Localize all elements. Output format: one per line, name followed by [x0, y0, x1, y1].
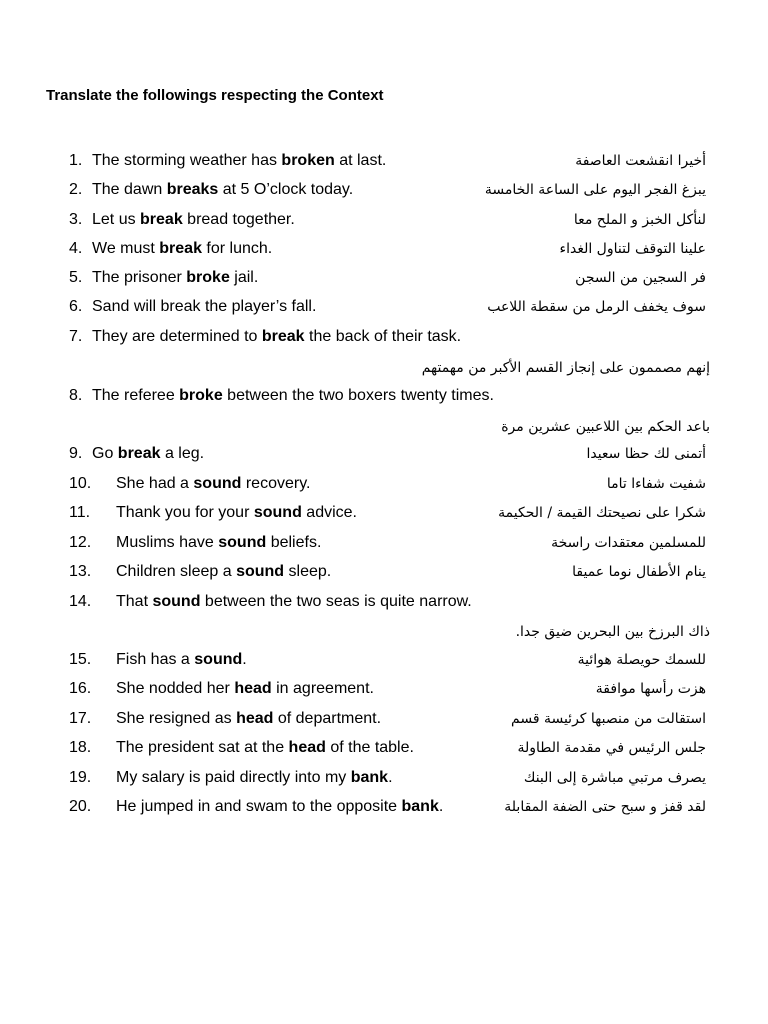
- item-number: 7.: [69, 328, 83, 345]
- item-number: 15.: [69, 651, 92, 668]
- item-number: 19.: [69, 769, 92, 786]
- key-word: break: [140, 211, 183, 228]
- key-word: sound: [193, 475, 242, 492]
- list-item: [0, 441, 768, 467]
- item-number: 5.: [69, 269, 83, 286]
- item-number: 4.: [69, 240, 83, 257]
- sentence-start: They are determined to: [92, 328, 262, 345]
- arabic-translation: إنهم مصممون على إنجاز القسم الأكبر من مهمتهم: [421, 360, 710, 376]
- arabic-translation: هزت رأسها موافقة: [595, 681, 706, 697]
- key-word: sound: [253, 504, 302, 521]
- arabic-translation: علينا التوقف لتناول الغداء: [559, 241, 706, 257]
- item-number: 8.: [69, 387, 83, 404]
- key-word: sound: [194, 651, 243, 668]
- english-sentence: [116, 765, 393, 791]
- english-sentence: [116, 471, 310, 497]
- list-item: [0, 265, 768, 291]
- item-number: 1.: [69, 152, 83, 169]
- list-item: [0, 148, 768, 174]
- list-item: [0, 324, 768, 350]
- sentence-start: The dawn: [92, 181, 167, 198]
- sentence-start: We must: [92, 240, 160, 257]
- item-number: 6.: [69, 298, 83, 315]
- sentence-end: a leg.: [160, 445, 205, 462]
- item-number: 20.: [69, 798, 92, 815]
- sentence-end: of the table.: [325, 739, 414, 756]
- item-number: 9.: [69, 445, 83, 462]
- sentence-start: Fish has a: [116, 651, 195, 668]
- sentence-end: jail.: [229, 269, 259, 286]
- sentence-start: Muslims have: [116, 534, 219, 551]
- key-word: broke: [186, 269, 230, 286]
- item-number: 3.: [69, 211, 83, 228]
- list-item: [0, 765, 768, 791]
- arabic-translation: شكرا على نصيحتك القيمة / الحكيمة: [498, 505, 706, 521]
- sentence-end: .: [242, 651, 247, 668]
- arabic-translation: جلس الرئيس في مقدمة الطاولة: [517, 740, 706, 756]
- sentence-end: recovery.: [241, 475, 311, 492]
- key-word: broke: [179, 387, 223, 404]
- list-item: [0, 294, 768, 320]
- sentence-start: Thank you for your: [116, 504, 254, 521]
- item-number: 11.: [69, 504, 91, 521]
- sentence-end: in agreement.: [271, 680, 374, 697]
- arabic-translation: للسمك حويصلة هوائية: [577, 652, 706, 668]
- english-sentence: [116, 794, 443, 820]
- item-number: 13.: [69, 563, 92, 580]
- sentence-end: of department.: [273, 710, 382, 727]
- list-item: [0, 236, 768, 262]
- sentence-start: Children sleep a: [116, 563, 237, 580]
- english-sentence: [116, 647, 247, 673]
- sentence-start: My salary is paid directly into my: [116, 769, 351, 786]
- arabic-translation: أتمنى لك حظا سعيدا: [586, 446, 706, 462]
- key-word: head: [288, 739, 326, 756]
- arabic-translation: يصرف مرتبي مباشرة إلى البنك: [523, 770, 706, 786]
- arabic-translation: سوف يخفف الرمل من سقطة اللاعب: [487, 299, 706, 315]
- sentence-start: The president sat at the: [116, 739, 289, 756]
- english-sentence: [92, 441, 204, 467]
- key-word: head: [236, 710, 274, 727]
- list-item: [0, 559, 768, 585]
- english-sentence: [116, 530, 321, 556]
- sentence-start: She nodded her: [116, 680, 235, 697]
- key-word: break: [117, 445, 161, 462]
- english-sentence: [116, 735, 414, 761]
- english-sentence: [116, 676, 374, 702]
- sentence-end: advice.: [301, 504, 357, 521]
- key-word: bank: [401, 798, 439, 815]
- sentence-start: Sand will break the player’s fall.: [92, 298, 317, 315]
- arabic-translation: لقد قفز و سبح حتى الضفة المقابلة: [504, 799, 706, 815]
- arabic-translation: يبزغ الفجر اليوم على الساعة الخامسة: [484, 182, 706, 198]
- key-word: bank: [350, 769, 389, 786]
- sentence-end: .: [438, 798, 444, 815]
- sentence-start: The prisoner: [92, 269, 187, 286]
- key-word: head: [234, 680, 272, 697]
- english-sentence: [92, 324, 461, 350]
- sentence-start: She resigned as: [116, 710, 237, 727]
- sentence-end: between the two boxers twenty times.: [222, 387, 494, 404]
- list-item: [0, 676, 768, 702]
- sentence-start: Go: [92, 445, 118, 462]
- sentence-start: The referee: [92, 387, 180, 404]
- key-word: breaks: [166, 181, 219, 198]
- key-word: break: [159, 240, 202, 257]
- list-item: [0, 589, 768, 615]
- sentence-start: He jumped in and swam to the opposite: [116, 798, 402, 815]
- sentence-end: at 5 O’clock today.: [218, 181, 354, 198]
- english-sentence: [92, 236, 272, 262]
- english-sentence: [92, 294, 316, 320]
- english-sentence: [92, 207, 295, 233]
- list-item: [0, 383, 768, 409]
- list-item: [0, 177, 768, 203]
- arabic-translation: استقالت من منصبها كرئيسة قسم: [511, 711, 706, 727]
- arabic-translation: للمسلمين معتقدات راسخة: [551, 535, 706, 551]
- item-number: 10.: [69, 475, 92, 492]
- sentence-end: bread together.: [182, 211, 295, 228]
- english-sentence: [92, 148, 386, 174]
- english-sentence: [116, 559, 331, 585]
- english-sentence: [92, 265, 258, 291]
- english-sentence: [92, 177, 353, 203]
- list-item: [0, 794, 768, 820]
- item-number: 14.: [69, 593, 92, 610]
- item-number: 2.: [69, 181, 83, 198]
- sentence-start: The storming weather has: [92, 152, 282, 169]
- list-item: [0, 207, 768, 233]
- sentence-end: the back of their task.: [304, 328, 462, 345]
- arabic-translation: ينام الأطفال نوما عميقا: [572, 564, 706, 580]
- arabic-translation: أخيرا انقشعت العاصفة: [575, 153, 706, 169]
- key-word: sound: [152, 593, 201, 610]
- english-sentence: [116, 589, 472, 615]
- item-number: 12.: [69, 534, 92, 551]
- item-number: 17.: [69, 710, 92, 727]
- list-item: [0, 706, 768, 732]
- sentence-end: for lunch.: [201, 240, 273, 257]
- english-sentence: [92, 383, 494, 409]
- key-word: broken: [281, 152, 335, 169]
- list-item: [0, 500, 768, 526]
- sentence-start: That: [116, 593, 153, 610]
- sentence-start: She had a: [116, 475, 194, 492]
- list-item: [0, 530, 768, 556]
- arabic-translation: فر السجين من السجن: [575, 270, 706, 286]
- arabic-translation: ذاك البرزخ بين البحرين ضيق جدا.: [515, 624, 710, 640]
- sentence-end: .: [388, 769, 393, 786]
- sentence-end: at last.: [334, 152, 387, 169]
- list-item: [0, 735, 768, 761]
- arabic-translation: شفيت شفاءا تاما: [606, 476, 706, 492]
- english-sentence: [116, 706, 381, 732]
- key-word: sound: [218, 534, 267, 551]
- sentence-end: between the two seas is quite narrow.: [200, 593, 472, 610]
- key-word: break: [261, 328, 305, 345]
- arabic-translation: باعد الحكم بين اللاعبين عشرين مرة: [501, 419, 710, 435]
- arabic-translation: لنأكل الخبز و الملح معا: [573, 212, 706, 228]
- english-sentence: [116, 500, 357, 526]
- page-title: Translate the followings respecting the Context: [46, 87, 384, 104]
- sentence-end: beliefs.: [266, 534, 322, 551]
- item-number: 18.: [69, 739, 92, 756]
- sentence-end: sleep.: [284, 563, 332, 580]
- list-item: [0, 471, 768, 497]
- list-item: [0, 647, 768, 673]
- sentence-start: Let us: [92, 211, 141, 228]
- item-number: 16.: [69, 680, 92, 697]
- key-word: sound: [236, 563, 285, 580]
